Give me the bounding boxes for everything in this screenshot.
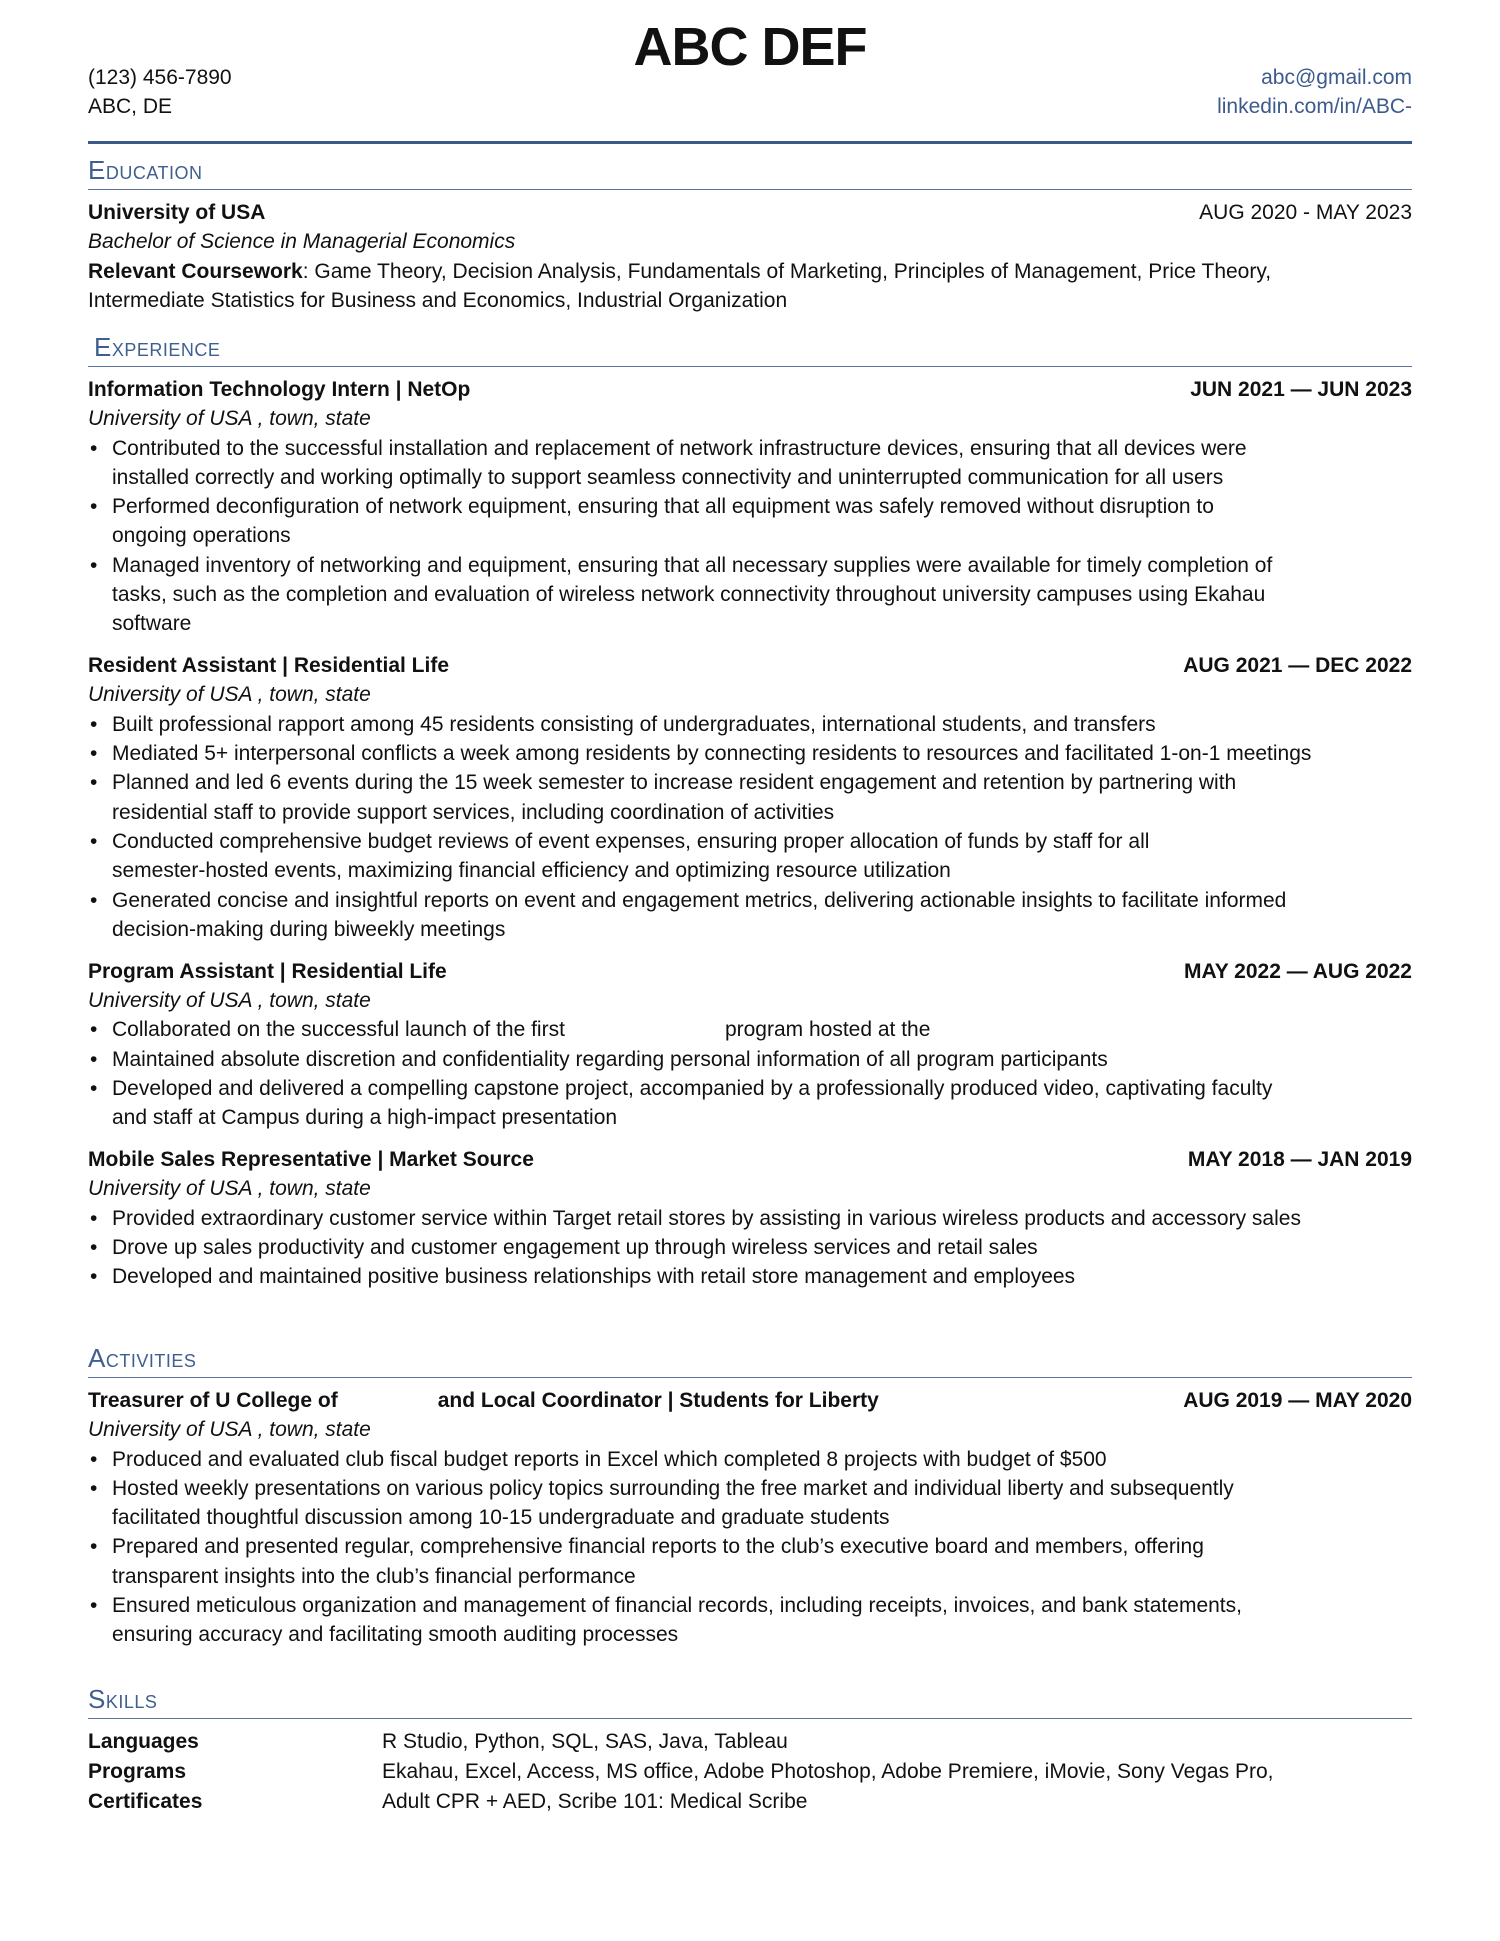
bullet-line: • Drove up sales productivity and customer engagement up through wireless services and retail sales — [112, 1235, 1038, 1259]
header-divider — [88, 141, 1412, 144]
bullet-line: residential staff to provide support services, including coordination of activities — [112, 800, 835, 824]
section-title: Skills — [88, 1684, 1412, 1719]
skill-value: Adult CPR + AED, Scribe 101: Medical Scribe — [382, 1790, 808, 1813]
bullet-item — [112, 1262, 1412, 1291]
bullet-item — [112, 1445, 1412, 1474]
skill-value: Ekahau, Excel, Access, MS office, Adobe Photoshop, Adobe Premiere, iMovie, Sony Vegas Pro, — [382, 1760, 1274, 1783]
bullet-line: • Developed and maintained positive business relationships with retail store management and employees — [112, 1265, 1076, 1289]
skill-label: Certificates — [88, 1790, 203, 1813]
contact-left — [88, 63, 232, 121]
bullet-item — [112, 1233, 1412, 1262]
skill-row — [88, 1757, 1412, 1787]
email-link[interactable]: abc@gmail.com — [1261, 66, 1412, 89]
section-title: Education — [88, 155, 1412, 190]
bullet-line: • Developed and delivered a compelling capstone project, accompanied by a professionally produced video, captivating faculty — [112, 1076, 1273, 1100]
coursework: : Game Theory, Decision Analysis, Fundamentals of Marketing, Principles of Management, Price Theory, — [302, 259, 1272, 283]
bullet-line: • Provided extraordinary customer service within Target retail stores by assisting in various wireless products and accessory sales — [112, 1206, 1301, 1230]
bullet-item — [112, 827, 1412, 886]
bullet-line: software — [112, 612, 192, 636]
bullet-line: • Managed inventory of networking and equipment, ensuring that all necessary supplies were available for timely completion of — [112, 553, 1273, 577]
bullet-item — [112, 768, 1412, 827]
school: University of USA — [88, 201, 266, 224]
bullet-line: • Ensured meticulous organization and management of financial records, including receipts, invoices, and bank statements, — [112, 1594, 1242, 1618]
education-section — [88, 155, 1412, 315]
skill-label: Languages — [88, 1730, 199, 1753]
bullet-line: • Contributed to the successful installation and replacement of network infrastructure devices, ensuring that all devices were — [112, 436, 1247, 460]
coursework-cont: Intermediate Statistics for Business and Economics, Industrial Organization — [88, 288, 788, 312]
bullet-line: decision-making during biweekly meetings — [112, 917, 506, 941]
job-entry — [88, 1145, 1412, 1291]
skill-value: R Studio, Python, SQL, SAS, Java, Tableau — [382, 1730, 788, 1753]
bullet-item — [112, 1074, 1412, 1133]
skill-row — [88, 1727, 1412, 1757]
coursework-label: Relevant Coursework — [88, 259, 303, 283]
skill-row — [88, 1787, 1412, 1817]
bullet-line: facilitated thoughtful discussion among 10-15 undergraduate and graduate students — [112, 1506, 890, 1530]
bullet-item — [112, 492, 1412, 551]
bullet-item — [112, 434, 1412, 493]
dates: AUG 2020 - MAY 2023 — [1199, 201, 1412, 224]
dates: MAY 2022 — AUG 2022 — [1183, 959, 1412, 983]
section-title: Experience — [88, 332, 1412, 367]
bullet-line: • Prepared and presented regular, comprehensive financial reports to the club’s executive board and members, offering — [112, 1535, 1204, 1559]
bullet-line: and staff at Campus during a high-impact presentation — [112, 1106, 618, 1130]
candidate-name: ABC DEF — [633, 17, 867, 77]
bullet-item: • Collaborated on the successful launch of the first program hosted at the — [112, 1015, 1412, 1044]
bullet-item — [112, 1591, 1412, 1650]
bullet-line: tasks, such as the completion and evaluation of wireless network connectivity throughout university campuses using Ekahau — [112, 583, 1266, 607]
bullet-line: • Maintained absolute discretion and confidentiality regarding personal information of all program participants — [112, 1047, 1108, 1071]
bullet-item — [112, 551, 1412, 639]
bullet-item — [112, 886, 1412, 945]
dates: AUG 2019 — MAY 2020 — [1183, 1389, 1412, 1412]
bullet-line: installed correctly and working optimally to support seamless connectivity and uninterrupted communication for all users — [112, 465, 1224, 489]
bullet-line: • Produced and evaluated club fiscal budget reports in Excel which completed 8 projects with budget of $500 — [112, 1447, 1107, 1471]
bullet-line: • Hosted weekly presentations on various policy topics surrounding the free market and individual liberty and subsequently — [112, 1476, 1234, 1500]
job-entry — [88, 651, 1412, 944]
job-role: Mobile Sales Representative | Market Source — [88, 1147, 534, 1171]
bullet-line: ongoing operations — [112, 524, 291, 548]
job-entry — [88, 375, 1412, 639]
org: University of USA , town, state — [88, 683, 371, 707]
dates: JUN 2021 — JUN 2023 — [1190, 378, 1412, 401]
bullet-line: ensuring accuracy and facilitating smooth auditing processes — [112, 1623, 679, 1647]
bullet-line: • Generated concise and insightful reports on event and engagement metrics, delivering actionable insights to facilitate informed — [112, 888, 1287, 912]
skill-label: Programs — [88, 1760, 187, 1783]
degree: Bachelor of Science in Managerial Economics — [88, 230, 516, 254]
bullet-item — [112, 739, 1412, 768]
org: University of USA , town, state — [88, 988, 371, 1012]
org: University of USA , town, state — [88, 1418, 371, 1442]
job-role: Program Assistant | Residential Life — [88, 959, 447, 983]
bullet-line: • Conducted comprehensive budget reviews of event expenses, ensuring proper allocation of funds by staff for all — [112, 829, 1150, 853]
section-title: Activities — [88, 1343, 1412, 1378]
bullet-item — [112, 1532, 1412, 1591]
dates: MAY 2018 — JAN 2019 — [1187, 1147, 1412, 1171]
bullet-item — [112, 1204, 1412, 1233]
activity-role: Treasurer of U College of and Local Coordinator | Students for Liberty — [88, 1389, 879, 1412]
phone: (123) 456-7890 — [88, 66, 232, 89]
activities-section — [88, 1343, 1412, 1650]
bullet-line: • Mediated 5+ interpersonal conflicts a week among residents by connecting residents to resources and facilitated 1-on-1 meetings — [112, 742, 1312, 766]
location: ABC, DE — [88, 95, 173, 118]
job-role: Resident Assistant | Residential Life — [88, 654, 450, 678]
org: University of USA , town, state — [88, 407, 371, 431]
linkedin-link[interactable]: linkedin.com/in/ABC- — [1217, 95, 1412, 118]
dates: AUG 2021 — DEC 2022 — [1183, 654, 1412, 678]
bullet-line: semester-hosted events, maximizing financial efficiency and optimizing resource utilization — [112, 859, 951, 883]
bullet-line: • Performed deconfiguration of network equipment, ensuring that all equipment was safely removed without disruption to — [112, 495, 1214, 519]
bullet-line: transparent insights into the club’s financial performance — [112, 1564, 636, 1588]
bullet-line: • Planned and led 6 events during the 15 week semester to increase resident engagement and retention by partnering with — [112, 771, 1237, 795]
bullet-item — [112, 1474, 1412, 1533]
contact-right — [1217, 63, 1412, 121]
job-role: Information Technology Intern | NetOp — [88, 378, 471, 401]
skills-section — [88, 1684, 1412, 1817]
bullet-item — [112, 1045, 1412, 1074]
bullet-item — [112, 710, 1412, 739]
experience-section — [88, 332, 1412, 1304]
job-entry — [88, 957, 1412, 1133]
org: University of USA , town, state — [88, 1177, 371, 1201]
bullet-line: • Built professional rapport among 45 residents consisting of undergraduates, international students, and transfers — [112, 712, 1156, 736]
